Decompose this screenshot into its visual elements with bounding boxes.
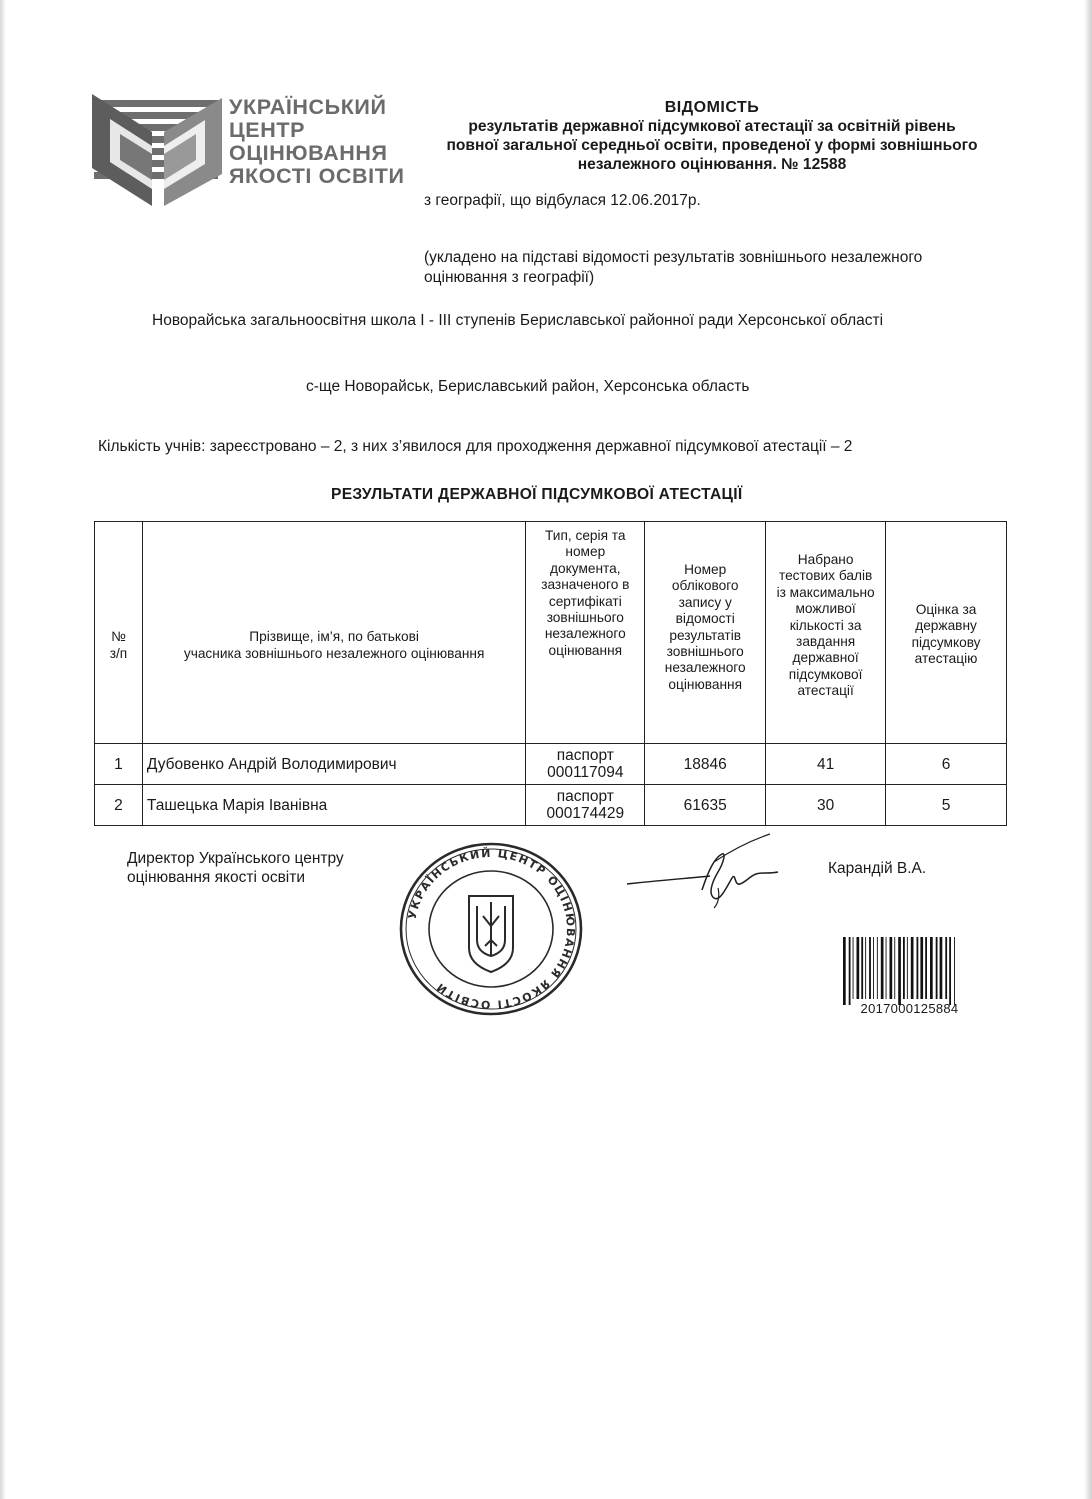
logo-line: ЦЕНТР [229, 118, 306, 142]
signatory-position [127, 849, 344, 887]
position-line: Директор Українського центру [127, 850, 344, 867]
header-score: Набрано тестових балів із максимально можливої кількості за завдання державної підсумкової атестації [766, 522, 886, 744]
subject-line: з географії, що відбулася 12.06.2017р. [424, 192, 701, 209]
ucoyo-logo-mark-icon [92, 94, 227, 209]
header-document: Тип, серія та номер документа, зазначеного в сертифікаті зовнішнього незалежного оцінювання [526, 522, 645, 744]
results-table [94, 521, 1007, 826]
document-heading [424, 98, 1000, 174]
results-title: РЕЗУЛЬТАТИ ДЕРЖАВНОЇ ПІДСУМКОВОЇ АТЕСТАЦІЇ [331, 486, 743, 503]
barcode-bar [920, 937, 923, 999]
barcode-bar [930, 937, 933, 999]
cell-score: 41 [766, 744, 886, 785]
heading-line: повної загальної середньої освіти, проведеної у формі зовнішнього [446, 137, 978, 154]
logo-line: ЯКОСТІ ОСВІТИ [229, 164, 405, 188]
cell-score: 30 [766, 785, 886, 826]
heading-line: незалежного оцінювання. № 12588 [577, 156, 847, 173]
school-location: с-ще Новорайськ, Бериславський район, Херсонська область [306, 378, 750, 395]
barcode-bar [936, 937, 938, 999]
cell-num: 2 [95, 785, 143, 826]
barcode-bar [894, 937, 895, 999]
barcode-number: 2017000125884 [860, 1001, 959, 1016]
barcode-bar [945, 937, 947, 999]
cell-document: паспорт 000174429 [526, 785, 645, 826]
cell-grade: 5 [886, 785, 1007, 826]
school-name: Новорайська загальноосвітня школа I - III ступенів Бериславської районної ради Херсонської області [152, 312, 884, 329]
signer-name: Карандій В.А. [828, 860, 927, 877]
barcode-bar [925, 937, 927, 999]
cell-name: Дубовенко Андрій Володимирович [142, 744, 525, 785]
cell-name: Ташецька Марія Іванівна [142, 785, 525, 826]
barcode-bar [903, 937, 905, 999]
barcode-bar [865, 937, 866, 999]
barcode-bar [857, 937, 860, 999]
cell-record: 61635 [645, 785, 766, 826]
basis-line-2: оцінювання з географії) [424, 269, 595, 286]
barcode-bar [853, 937, 854, 999]
table-row [95, 785, 1007, 826]
barcode-bar [873, 937, 874, 999]
cell-grade: 6 [886, 744, 1007, 785]
barcode-bar [917, 937, 919, 999]
barcode-bar [869, 937, 871, 999]
header-grade: Оцінка за державну підсумкову атестацію [886, 522, 1007, 744]
barcode-bar [954, 937, 955, 1005]
basis-line-1: (укладено на підставі відомості результатів зовнішнього незалежного [424, 249, 923, 266]
cell-record: 18846 [645, 744, 766, 785]
svg-text:УКРАЇНСЬКИЙ ЦЕНТР ОЦІНЮВАННЯ Я: УКРАЇНСЬКИЙ ЦЕНТР ОЦІНЮВАННЯ ЯКОСТІ ОСВІТИ [405, 846, 578, 1012]
barcode-bar [940, 937, 943, 999]
cell-num: 1 [95, 744, 143, 785]
logo-line: ОЦІНЮВАННЯ [229, 141, 388, 165]
barcode-bar [877, 937, 878, 999]
barcode-bar [881, 937, 884, 999]
barcode-bar [861, 937, 863, 999]
ucoyo-logo [92, 94, 422, 209]
barcode-bar [907, 937, 908, 999]
heading-line: результатів державної підсумкової атестації за освітній рівень [468, 118, 956, 135]
barcode-bar [911, 937, 914, 999]
logo-wordmark [229, 96, 405, 188]
position-line: оцінювання якості освіти [127, 869, 306, 886]
barcode-bar [886, 937, 887, 999]
handwritten-signature-icon [622, 832, 782, 912]
barcode-icon [842, 937, 975, 1007]
barcode-bar [949, 937, 951, 1005]
barcode-bar [849, 937, 851, 1005]
barcode-bar [843, 937, 846, 1005]
table-row [95, 744, 1007, 785]
header-name: Прізвище, ім’я, по батькові учасника зовнішнього незалежного оцінювання [142, 522, 525, 744]
barcode-bar [890, 937, 893, 999]
logo-line: УКРАЇНСЬКИЙ [229, 95, 387, 119]
header-num: № з/п [95, 522, 143, 744]
official-stamp-icon [392, 838, 590, 1020]
barcode-bar [898, 937, 901, 1005]
document-title: ВІДОМІСТЬ [664, 99, 760, 116]
table-header-row [95, 522, 1007, 744]
students-count: Кількість учнів: зареєстровано – 2, з них з’явилося для проходження державної підсумкової атестації – 2 [98, 438, 853, 455]
header-record-number: Номер облікового запису у відомості результатів зовнішнього незалежного оцінювання [645, 522, 766, 744]
cell-document: паспорт 000117094 [526, 744, 645, 785]
